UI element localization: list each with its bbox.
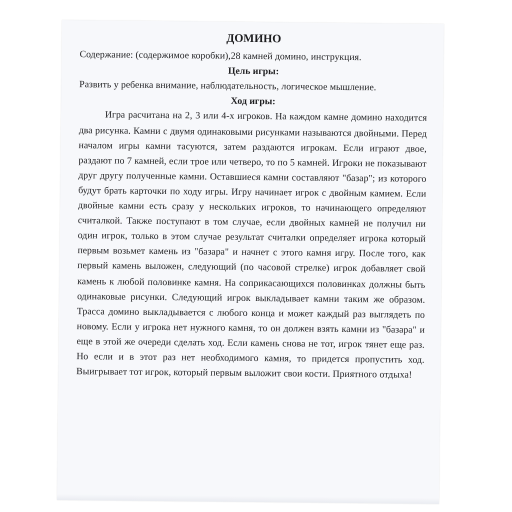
rules-heading: Ход игры:	[230, 96, 276, 108]
contents-paragraph: Содержание: (содержимое коробки),28 камней домино, инструкция.	[79, 49, 362, 64]
instruction-sheet	[57, 20, 444, 504]
instruction-content	[76, 30, 428, 383]
rules-paragraph: Игра расчитана на 2, 3 или 4-х игроков. На каждом камне домино находится два рисунка. Камни с двумя одинаковыми рисунками называются двойными. Перед началом игры камни тасуются, затем раздаются игрокам. Если играют двое, раздают по 7 камней, если трое или четверо, то по 5 камней. Игроки не показывают друг другу полученные камни. Оставшиеся камни составляют "базар"; из которого будут брать карточки по ходу игры. Игру начинает игрок с двойным камием. Если двойные камни есть сразу у нескольких игроков, то начинающего определяют считалкой. Также поступают в том случае, если двойных камней не получил ни один игрок, только в этом случае результат считалки определяет игрока который первым возьмет камень из "базара" и начнет с этого камня игру. После того, как первый камень выложен, следующий (по часовой стрелке) игрок добавляет свой камень к любой половинке камня. На соприкасающихся половинках должны быть одинаковые рисунки. Следующий игрок выкладывает камни таким же образом. Трасса домино выкладывается с любого конца и может каждый раз выглядеть по новому. Если у игрока нет нужного камня, то он должен взять камни из "базара" и еще в этой же очереди сделать ход. Если камень снова не тот, игрок тянет еще раз. Но если и в этот раз нет необходимого камня, то придется пропустить ход. Выигрывает тот игрок, который первым выложит свои кости. Приятного отдыха!	[76, 109, 428, 381]
goal-heading: Цель игры:	[227, 65, 280, 78]
goal-paragraph: Развить у ребенка внимание, наблюдательность, логическое мышление.	[79, 79, 377, 94]
document-title: ДОМИНО	[226, 32, 282, 46]
sheet-bottom-edge	[57, 494, 439, 504]
